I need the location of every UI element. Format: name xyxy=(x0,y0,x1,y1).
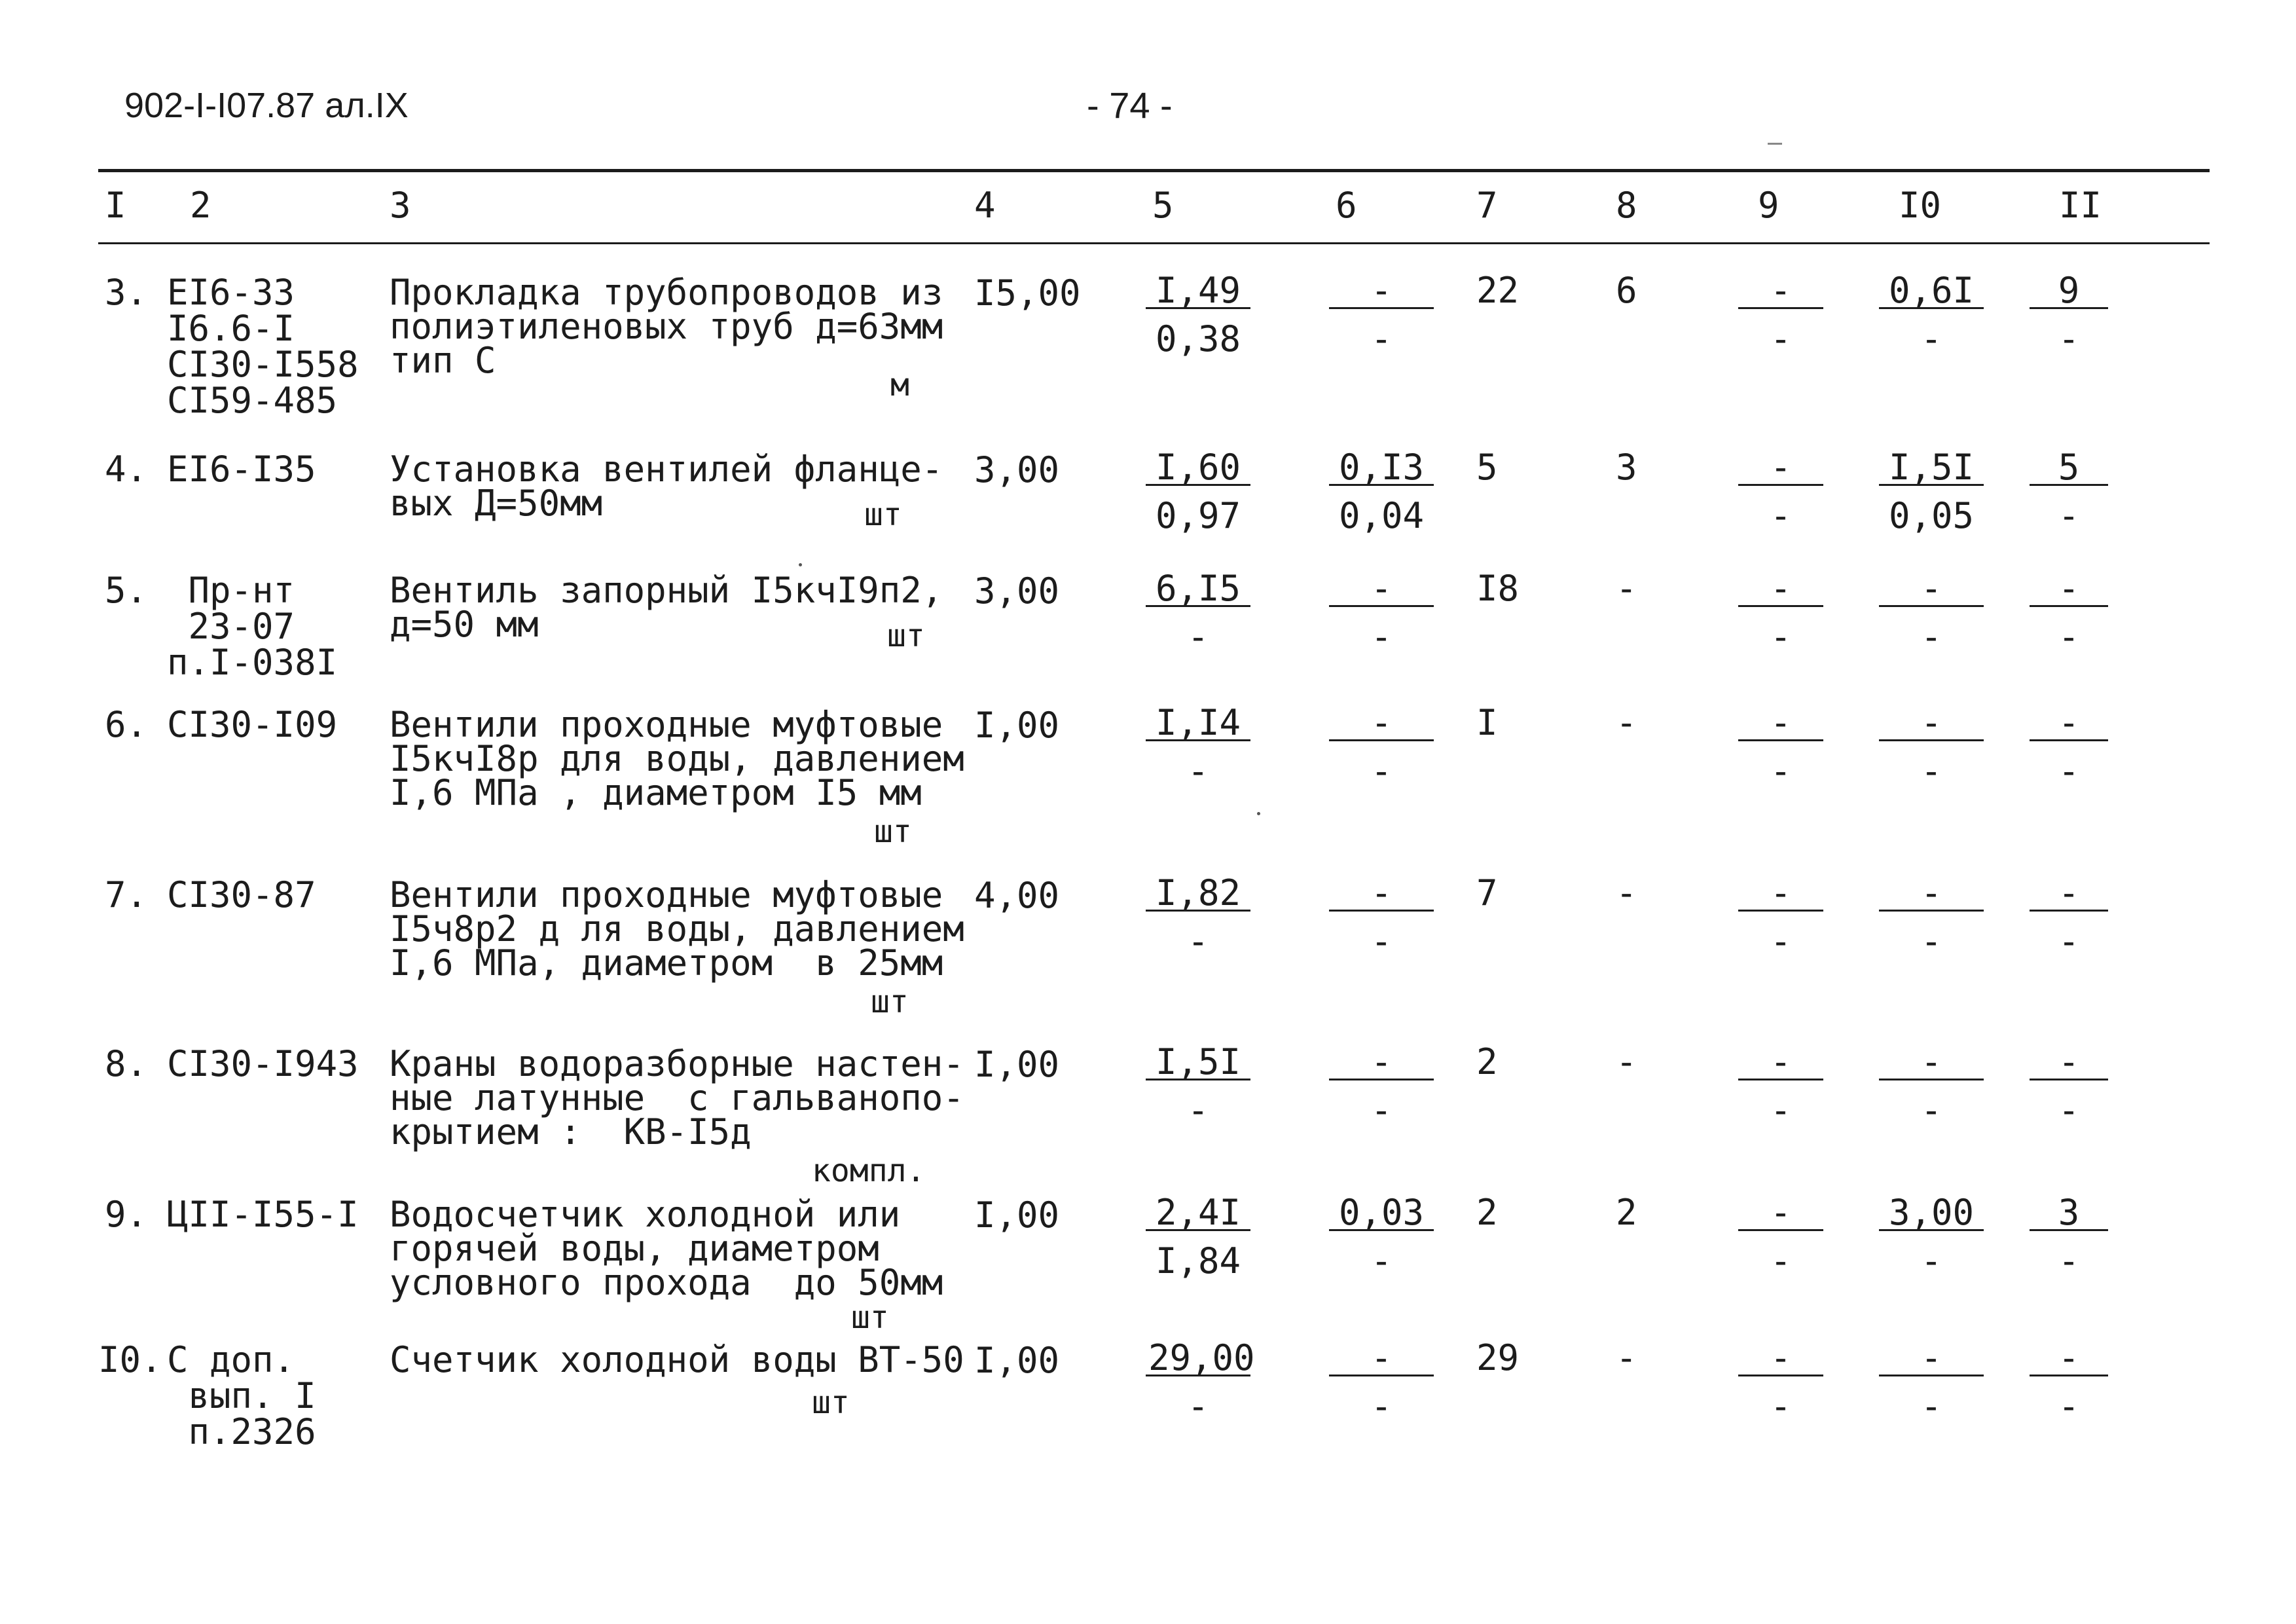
fraction-denominator: - xyxy=(2058,318,2080,360)
fraction-numerator: - xyxy=(1879,705,1984,741)
fraction-numerator: 0,03 xyxy=(1329,1194,1434,1231)
fraction-numerator: - xyxy=(1879,1044,1984,1080)
fraction-c9 xyxy=(1738,1194,1823,1280)
column-7-value: 5 xyxy=(1476,447,1498,488)
fraction-c11 xyxy=(2030,1194,2108,1280)
work-description-line: ные латунные с гальванопо- xyxy=(390,1077,964,1118)
rate-code-line: EI6-I35 xyxy=(167,449,316,490)
quantity: I5,00 xyxy=(974,272,1081,314)
quantity: I,00 xyxy=(974,1340,1060,1381)
fraction-numerator: - xyxy=(1738,449,1823,486)
fraction-denominator: - xyxy=(1187,921,1209,962)
fraction-denominator: - xyxy=(1187,750,1209,792)
fraction-denominator: - xyxy=(2058,750,2080,792)
work-description-line: I5кчI8р для воды, давлением xyxy=(390,738,964,779)
fraction-c6 xyxy=(1329,1337,1434,1427)
fraction-denominator: - xyxy=(1920,750,1942,792)
quantity: I,00 xyxy=(974,1194,1060,1236)
fraction-c11 xyxy=(2030,272,2108,358)
row-number: 9. xyxy=(105,1194,148,1235)
work-description-line: Установка вентилей фланце- xyxy=(390,449,943,490)
work-description-line: I,6 МПа, диаметром в 25мм xyxy=(390,942,943,984)
fraction-numerator: - xyxy=(1738,1194,1823,1231)
fraction-denominator: - xyxy=(1187,616,1209,657)
fraction-c10 xyxy=(1879,872,1984,962)
fraction-c9 xyxy=(1738,1041,1823,1131)
column-7-value: 2 xyxy=(1476,1192,1498,1233)
fraction-c10 xyxy=(1879,1337,1984,1427)
column-8-value: - xyxy=(1616,1041,1637,1082)
fraction-c6 xyxy=(1329,272,1434,358)
scan-speck xyxy=(799,563,802,566)
fraction-denominator: - xyxy=(1187,1090,1209,1131)
fraction-numerator: 6,I5 xyxy=(1146,570,1250,607)
column-header-1: I xyxy=(105,185,126,226)
quantity: I,00 xyxy=(974,705,1060,746)
fraction-c11 xyxy=(2030,1041,2108,1131)
fraction-c10 xyxy=(1879,449,1984,534)
fraction-numerator: - xyxy=(1738,705,1823,741)
unit-of-measure: шт xyxy=(864,496,902,533)
fraction-numerator: - xyxy=(1879,570,1984,607)
scan-speck xyxy=(1257,812,1260,815)
fraction-denominator: - xyxy=(2058,1090,2080,1131)
fraction-denominator: - xyxy=(1370,1090,1393,1131)
fraction-c10 xyxy=(1879,1041,1984,1131)
fraction-denominator: I,84 xyxy=(1155,1240,1241,1282)
fraction-numerator: I,82 xyxy=(1146,875,1250,912)
fraction-c9 xyxy=(1738,702,1823,792)
work-description-line: Водосчетчик холодной или xyxy=(390,1194,901,1235)
fraction-numerator: 0,6I xyxy=(1879,272,1984,309)
fraction-numerator: - xyxy=(1879,1340,1984,1376)
document-code: 902-I-I07.87 ал.IX xyxy=(124,86,409,125)
column-header-10: I0 xyxy=(1899,185,1942,226)
unit-of-measure: шт xyxy=(887,618,925,654)
work-description-line: I,6 МПа , диаметром I5 мм xyxy=(390,772,922,813)
column-7-value: 2 xyxy=(1476,1041,1498,1082)
rate-code-line: I6.6-I xyxy=(167,308,295,349)
column-7-value: 7 xyxy=(1476,872,1498,913)
fraction-c6 xyxy=(1329,1041,1434,1131)
row-number: 5. xyxy=(105,570,148,611)
fraction-numerator: 9 xyxy=(2030,272,2108,309)
column-7-value: 29 xyxy=(1476,1337,1520,1378)
fraction-denominator: - xyxy=(1770,318,1792,360)
fraction-numerator: - xyxy=(2030,705,2108,741)
unit-of-measure: шт xyxy=(812,1384,850,1421)
fraction-denominator: - xyxy=(1920,1386,1942,1427)
fraction-denominator: - xyxy=(1920,318,1942,360)
fraction-c5 xyxy=(1146,1337,1255,1427)
rate-code-line: 23-07 xyxy=(167,606,295,647)
fraction-numerator: I,60 xyxy=(1146,449,1250,486)
work-description-line: горячей воды, диаметром xyxy=(390,1228,879,1269)
fraction-c10 xyxy=(1879,272,1984,358)
rate-code-line: CI30-I943 xyxy=(167,1043,359,1084)
row-number: 3. xyxy=(105,272,148,313)
fraction-numerator: 3 xyxy=(2030,1194,2108,1231)
unit-of-measure: шт xyxy=(851,1299,889,1336)
work-description-line: крытием : КВ-I5д xyxy=(390,1111,752,1153)
work-description-line: вых Д=50мм xyxy=(390,483,603,524)
fraction-numerator: - xyxy=(1329,705,1434,741)
quantity: 4,00 xyxy=(974,875,1060,916)
fraction-denominator: - xyxy=(1920,1240,1942,1282)
fraction-denominator: - xyxy=(1770,1240,1792,1282)
fraction-numerator: I,49 xyxy=(1146,272,1250,309)
column-header-8: 8 xyxy=(1616,185,1637,226)
rate-code-line: ЦII-I55-I xyxy=(167,1194,359,1235)
rate-code-line: CI30-87 xyxy=(167,874,316,915)
column-header-2: 2 xyxy=(190,185,211,226)
unit-of-measure: шт xyxy=(874,813,912,850)
fraction-denominator: - xyxy=(1770,1386,1792,1427)
fraction-c11 xyxy=(2030,449,2108,534)
rate-code-line: Пр-нт xyxy=(167,570,295,611)
work-description-line: д=50 мм xyxy=(390,604,539,645)
fraction-c6 xyxy=(1329,570,1434,655)
fraction-denominator: - xyxy=(1920,616,1942,657)
work-description-line: Краны водоразборные настен- xyxy=(390,1043,964,1084)
fraction-denominator: 0,38 xyxy=(1155,318,1241,360)
fraction-denominator: - xyxy=(1370,616,1393,657)
fraction-denominator: - xyxy=(1770,750,1792,792)
fraction-c9 xyxy=(1738,1337,1823,1427)
fraction-denominator: - xyxy=(1370,1386,1393,1427)
fraction-denominator: - xyxy=(1920,1090,1942,1131)
column-8-value: - xyxy=(1616,568,1637,609)
page-number: - 74 - xyxy=(1087,84,1173,126)
column-7-value: I xyxy=(1476,702,1498,743)
unit-of-measure: шт xyxy=(871,984,909,1020)
fraction-c6 xyxy=(1329,1194,1434,1280)
fraction-numerator: 2,4I xyxy=(1146,1194,1250,1231)
column-7-value: 22 xyxy=(1476,270,1520,311)
fraction-numerator: - xyxy=(1738,272,1823,309)
fraction-denominator: - xyxy=(1920,921,1942,962)
rate-code-line: п.I-038I xyxy=(167,642,338,683)
fraction-denominator: - xyxy=(1770,495,1792,536)
fraction-c9 xyxy=(1738,570,1823,655)
column-header-3: 3 xyxy=(390,185,411,226)
fraction-c5 xyxy=(1146,272,1250,358)
fraction-numerator: I,5I xyxy=(1146,1044,1250,1080)
fraction-numerator: - xyxy=(1738,875,1823,912)
column-8-value: 6 xyxy=(1616,270,1637,311)
work-description-line: тип С xyxy=(390,340,496,381)
fraction-c9 xyxy=(1738,449,1823,534)
fraction-numerator: 29,00 xyxy=(1146,1340,1250,1376)
rate-code-line: С доп. xyxy=(167,1339,295,1380)
row-number: 4. xyxy=(105,449,148,490)
fraction-denominator: - xyxy=(2058,495,2080,536)
column-7-value: I8 xyxy=(1476,568,1520,609)
fraction-c9 xyxy=(1738,272,1823,358)
work-description-line: полиэтиленовых труб д=63мм xyxy=(390,306,943,347)
fraction-c5 xyxy=(1146,570,1250,655)
fraction-c5 xyxy=(1146,1194,1250,1280)
work-description-line: I5ч8р2 д ля воды, давлением xyxy=(390,908,964,950)
fraction-c9 xyxy=(1738,872,1823,962)
column-header-6: 6 xyxy=(1336,185,1357,226)
column-8-value: 2 xyxy=(1616,1192,1637,1233)
fraction-denominator: - xyxy=(2058,616,2080,657)
work-description-line: условного прохода до 50мм xyxy=(390,1262,943,1303)
fraction-numerator: - xyxy=(1738,570,1823,607)
work-description-line: Прокладка трубопроводов из xyxy=(390,272,943,313)
row-number: 8. xyxy=(105,1043,148,1084)
quantity: 3,00 xyxy=(974,570,1060,612)
fraction-denominator: - xyxy=(1370,1240,1393,1282)
faint-mark xyxy=(1768,143,1782,145)
row-number: 6. xyxy=(105,704,148,745)
fraction-denominator: - xyxy=(1370,318,1393,360)
column-8-value: - xyxy=(1616,702,1637,743)
work-description-line: Вентиль запорный I5кчI9п2, xyxy=(390,570,943,611)
fraction-c5 xyxy=(1146,702,1250,792)
fraction-numerator: - xyxy=(1329,570,1434,607)
fraction-c10 xyxy=(1879,702,1984,792)
column-header-9: 9 xyxy=(1758,185,1779,226)
fraction-numerator: - xyxy=(2030,1044,2108,1080)
work-description-line: Вентили проходные муфтовые xyxy=(390,874,943,915)
fraction-numerator: - xyxy=(1738,1044,1823,1080)
fraction-denominator: - xyxy=(1370,750,1393,792)
column-header-5: 5 xyxy=(1152,185,1174,226)
fraction-c6 xyxy=(1329,872,1434,962)
fraction-numerator: - xyxy=(1879,875,1984,912)
fraction-c5 xyxy=(1146,449,1250,534)
fraction-denominator: 0,04 xyxy=(1338,495,1425,536)
unit-of-measure: м xyxy=(890,367,909,403)
work-description-line: Счетчик холодной воды ВТ-50 xyxy=(390,1339,964,1380)
quantity: 3,00 xyxy=(974,449,1060,490)
rate-code-line: CI30-I558 xyxy=(167,344,359,385)
fraction-denominator: - xyxy=(1770,921,1792,962)
fraction-numerator: 3,00 xyxy=(1879,1194,1984,1231)
fraction-denominator: - xyxy=(1370,921,1393,962)
fraction-numerator: 0,I3 xyxy=(1329,449,1434,486)
column-8-value: - xyxy=(1616,1337,1637,1378)
column-header-4: 4 xyxy=(974,185,996,226)
fraction-c5 xyxy=(1146,1041,1250,1131)
fraction-numerator: - xyxy=(2030,875,2108,912)
fraction-c11 xyxy=(2030,872,2108,962)
fraction-c6 xyxy=(1329,702,1434,792)
fraction-numerator: - xyxy=(1329,875,1434,912)
fraction-denominator: - xyxy=(1770,1090,1792,1131)
fraction-numerator: - xyxy=(2030,1340,2108,1376)
fraction-denominator: 0,05 xyxy=(1888,495,1975,536)
fraction-c5 xyxy=(1146,872,1250,962)
row-number: 7. xyxy=(105,874,148,915)
fraction-denominator: - xyxy=(1187,1386,1209,1427)
fraction-c10 xyxy=(1879,570,1984,655)
fraction-denominator: - xyxy=(2058,1240,2080,1282)
work-description-line: Вентили проходные муфтовые xyxy=(390,704,943,745)
fraction-numerator: - xyxy=(1329,1044,1434,1080)
column-8-value: - xyxy=(1616,872,1637,913)
row-number: I0. xyxy=(98,1339,162,1380)
fraction-numerator: 5 xyxy=(2030,449,2108,486)
fraction-c11 xyxy=(2030,702,2108,792)
fraction-denominator: - xyxy=(2058,1386,2080,1427)
fraction-c11 xyxy=(2030,1337,2108,1427)
rate-code-line: п.2326 xyxy=(167,1411,316,1452)
rate-code-line: CI30-I09 xyxy=(167,704,338,745)
rate-code-line: EI6-33 xyxy=(167,272,295,313)
column-8-value: 3 xyxy=(1616,447,1637,488)
rate-code-line: вып. I xyxy=(167,1375,316,1416)
fraction-numerator: - xyxy=(1738,1340,1823,1376)
fraction-c11 xyxy=(2030,570,2108,655)
unit-of-measure: компл. xyxy=(812,1153,926,1189)
column-header-11: II xyxy=(2059,185,2102,226)
fraction-numerator: I,I4 xyxy=(1146,705,1250,741)
fraction-numerator: - xyxy=(1329,272,1434,309)
quantity: I,00 xyxy=(974,1044,1060,1085)
fraction-c6 xyxy=(1329,449,1434,534)
rate-code-line: CI59-485 xyxy=(167,380,338,421)
fraction-denominator: 0,97 xyxy=(1155,495,1241,536)
fraction-denominator: - xyxy=(1770,616,1792,657)
fraction-denominator: - xyxy=(2058,921,2080,962)
fraction-c10 xyxy=(1879,1194,1984,1280)
table-header-rule xyxy=(98,242,2210,244)
column-header-7: 7 xyxy=(1476,185,1498,226)
fraction-numerator: - xyxy=(2030,570,2108,607)
table-top-rule xyxy=(98,169,2210,172)
fraction-numerator: - xyxy=(1329,1340,1434,1376)
fraction-numerator: I,5I xyxy=(1879,449,1984,486)
